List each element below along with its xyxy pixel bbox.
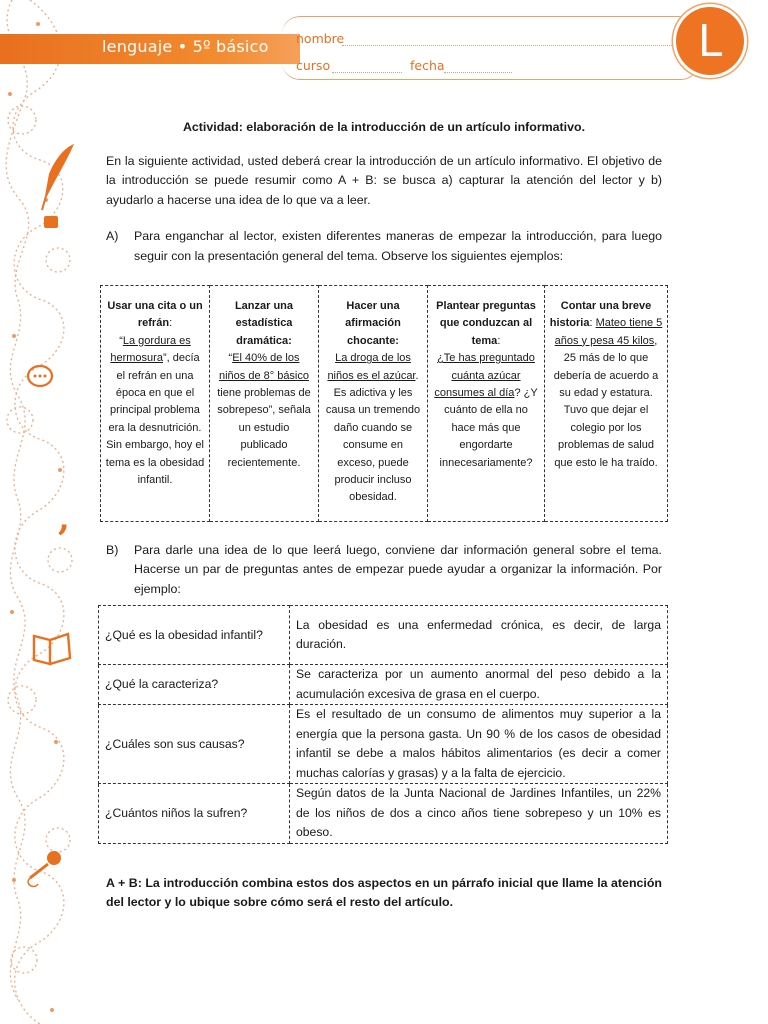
question-cell: ¿Cuántos niños la sufren? <box>99 784 290 844</box>
nombre-field[interactable] <box>342 45 672 46</box>
example-body: . Es adictiva y les causa un tremendo daño cuando se consume en exceso, puede producir incluso obesidad. <box>325 369 421 504</box>
nombre-label: nombre <box>296 31 345 46</box>
item-b-marker: B) <box>106 542 119 557</box>
subject-letter-badge: L <box>676 7 744 75</box>
item-a <box>106 227 662 266</box>
example-underlined: Mateo tiene 5 años y pesa 45 kilos <box>554 317 663 347</box>
inkpot-icon <box>44 216 58 228</box>
student-info-box <box>282 16 699 80</box>
speech-bubble-icon <box>28 366 52 386</box>
table-row <box>99 606 668 665</box>
answer-cell: Es el resultado de un consumo de alimentos muy superior a la energía que la persona gasta. Un 90 % de los casos de obesidad infantil se debe a malos hábitos alimentarios (es decir a comer muchas calorías y grasas) y a la falta de ejercicio. <box>290 705 668 784</box>
example-underlined: La droga de los niños es el azúcar <box>327 352 416 382</box>
example-body: tiene problemas de sobrepeso”, señala un estudio publicado recientemente. <box>217 387 311 469</box>
conclusion-paragraph: A + B: La introducción combina estos dos aspectos en un párrafo inicial que llame la atención del lector y lo ubique sobre cómo será el resto del artículo. <box>106 875 662 910</box>
intro-paragraph: En la siguiente actividad, usted deberá crear la introducción de un artículo informativo. El objetivo de la introducción se puede resumir como A + B: se busca a) capturar la atención del lector y b) ayudarlo a hacerse una idea de lo que va a leer. <box>106 153 662 207</box>
example-quote-open: “ <box>228 352 233 365</box>
question-cell: ¿Cuáles son sus causas? <box>99 705 290 784</box>
example-quote-open: “ <box>119 334 123 347</box>
example-colon: : <box>589 317 596 330</box>
example-cell <box>210 286 319 522</box>
example-colon: : <box>497 334 501 347</box>
answer-cell: Se caracteriza por un aumento anormal del peso debido a la acumulación excesiva de grasa en el cuerpo. <box>290 665 668 705</box>
question-cell: ¿Qué la caracteriza? <box>99 665 290 705</box>
curso-field[interactable] <box>332 72 402 73</box>
example-cell <box>101 286 210 522</box>
table-row <box>99 705 668 784</box>
item-a-marker: A) <box>106 229 119 243</box>
example-heading: Hacer una afirmación chocante: <box>345 300 401 347</box>
example-body: , 25 más de lo que debería de acuerdo a su edad y estatura. Tuvo que dejar el colegio por los problemas de salud que esto le ha traído. <box>553 334 659 469</box>
item-a-text: Para enganchar al lector, existen diferentes maneras de empezar la introducción, para luego seguir con la presentación general del tema. Observe los siguientes ejemplos: <box>134 229 662 263</box>
decorative-swirl-border <box>0 0 82 1024</box>
fecha-field[interactable] <box>444 72 512 73</box>
example-body: ? ¿Y cuánto de ella no hace más que engordarte innecesariamente? <box>439 387 538 469</box>
example-underlined: La gordura es hermosura <box>110 334 191 365</box>
curso-label: curso <box>296 58 331 73</box>
examples-table <box>100 285 668 522</box>
subject-title: lenguaje • 5º básico <box>102 37 269 56</box>
example-heading: Contar una breve historia <box>549 300 652 330</box>
example-colon: : <box>169 317 173 330</box>
answer-cell: Según datos de la Junta Nacional de Jardines Infantiles, un 22% de los niños de dos a cinco años tiene sobrepeso y un 10% es obeso. <box>290 784 668 844</box>
book-icon <box>34 634 70 664</box>
example-body: ”, decía el refrán en una época en que el principal problema era la desnutrición. Sin embargo, hoy el tema es la obesidad infantil. <box>105 352 205 487</box>
example-underlined: ¿Te has preguntado cuánta azúcar consumes al día <box>434 352 535 400</box>
comma-icon: , <box>58 499 70 539</box>
example-cell <box>545 286 668 522</box>
example-heading: Lanzar una estadística dramática: <box>234 300 294 347</box>
example-heading: Usar una cita o un refrán <box>107 300 203 330</box>
worksheet-content <box>106 118 662 913</box>
question-cell: ¿Qué es la obesidad infantil? <box>99 606 290 665</box>
table-row <box>99 784 668 844</box>
example-cell <box>428 286 545 522</box>
item-b-text: Para darle una idea de lo que leerá luego, conviene dar información general sobre el tema. Hacerse un par de preguntas antes de empezar puede ayudar a organizar la información. Por ejemplo: <box>134 542 662 596</box>
table-row <box>99 665 668 705</box>
activity-title: Actividad: elaboración de la introducción de un artículo informativo. <box>182 120 586 134</box>
questions-table <box>98 605 668 844</box>
fecha-label: fecha <box>410 58 445 73</box>
example-cell <box>319 286 428 522</box>
microphone-icon <box>28 851 61 886</box>
example-heading: Plantear preguntas que conduzcan al tema <box>436 300 536 347</box>
answer-cell: La obesidad es una enfermedad crónica, es decir, de larga duración. <box>290 606 668 665</box>
example-underlined: El 40% de los niños de 8° básico <box>218 352 309 382</box>
item-b <box>106 541 662 600</box>
